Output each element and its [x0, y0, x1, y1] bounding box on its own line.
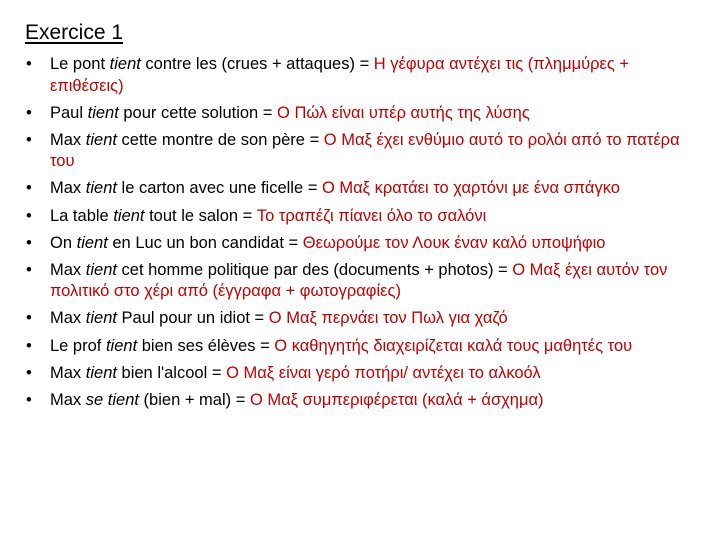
bullet-item [26, 390, 694, 412]
french-segment: Paul [50, 103, 88, 122]
french-phrase [50, 131, 305, 149]
bullet-icon: • [26, 309, 32, 328]
italic-verb: tient [85, 179, 117, 198]
italic-verb: tient [113, 206, 145, 225]
italic-verb: tient [85, 309, 117, 328]
equals-separator: = [255, 336, 275, 355]
french-segment: Max [50, 309, 86, 328]
bullet-icon: • [26, 55, 32, 73]
italic-verb: tient [85, 130, 117, 149]
bullet-icon: • [26, 363, 32, 382]
french-segment: tout le salon [144, 206, 239, 225]
bullet-item [26, 206, 694, 228]
french-phrase [50, 309, 250, 327]
bullet-icon: • [26, 390, 32, 409]
bullet-icon: • [26, 103, 32, 122]
french-segment: cet homme politique par des (documents + photos) [116, 260, 494, 279]
bullet-item [26, 336, 694, 358]
french-segment: La table [50, 206, 114, 225]
slide-title: Exercice 1 [25, 21, 124, 44]
french-phrase [50, 179, 303, 197]
greek-translation: Ο Μαξ έχει ενθύμιο αυτό το ρολόι από το πατέρα του [50, 130, 680, 171]
equals-separator: = [249, 309, 269, 328]
bullet-item [26, 260, 694, 303]
greek-translation: Ο Μαξ συμπεριφέρεται (καλά + άσχημα) [249, 390, 544, 409]
bullet-item [26, 363, 694, 385]
equals-separator: = [283, 233, 303, 252]
greek-translation: Ο Μαξ είναι γερό ποτήρι/ αντέχει το αλκοόλ [226, 363, 541, 382]
french-segment: bien ses élèves [137, 336, 256, 355]
french-phrase [50, 207, 238, 225]
equals-separator: = [258, 103, 278, 122]
italic-verb: tient [87, 103, 119, 122]
greek-translation: Ο Μαξ κρατάει το χαρτόνι με ένα σπάγκο [321, 179, 620, 198]
french-segment: contre les (crues + attaques) [140, 55, 355, 73]
bullet-item [26, 308, 694, 330]
bullet-icon: • [26, 206, 32, 225]
french-phrase [50, 261, 493, 279]
french-segment: Max [50, 130, 86, 149]
french-segment: cette montre de son père [116, 130, 305, 149]
french-segment: le carton avec une ficelle [116, 179, 304, 198]
equals-separator: = [493, 260, 513, 279]
french-phrase [50, 391, 231, 409]
equals-separator: = [354, 55, 374, 73]
bullet-item [26, 103, 694, 125]
equals-separator: = [303, 179, 322, 198]
equals-separator: = [207, 363, 227, 382]
italic-verb: tient [85, 260, 117, 279]
french-phrase [50, 364, 207, 382]
french-segment: pour cette solution [118, 103, 259, 122]
italic-verb: se tient [85, 390, 139, 409]
italic-verb: tient [105, 336, 138, 355]
bullet-list [26, 54, 694, 417]
bullet-item [26, 178, 694, 200]
french-phrase [50, 337, 255, 355]
bullet-item [26, 233, 694, 255]
bullet-icon: • [26, 336, 32, 355]
french-segment: Max [50, 260, 86, 279]
greek-translation: Η γέφυρα αντέχει τις (πλημμύρες + επιθέσεις) [50, 55, 630, 95]
equals-separator: = [238, 206, 257, 225]
italic-verb: tient [109, 55, 141, 73]
bullet-icon: • [26, 130, 32, 149]
greek-translation: Ο καθηγητής διαχειρίζεται καλά τους μαθητές του [274, 336, 633, 355]
french-segment: Paul pour un idiot [116, 309, 250, 328]
greek-translation: Το τραπέζι πίανει όλο το σαλόνι [256, 206, 487, 225]
french-segment: Le pont [50, 55, 110, 73]
french-segment: Le prof [50, 336, 106, 355]
bullet-icon: • [26, 179, 32, 198]
french-phrase [50, 104, 258, 122]
bullet-icon: • [26, 233, 32, 252]
french-segment: en Luc un bon candidat [107, 233, 284, 252]
equals-separator: = [231, 390, 250, 409]
french-segment: Max [50, 179, 86, 198]
bullet-item [26, 54, 694, 97]
greek-translation: Ο Μαξ έχει αυτόν τον πολιτικό στο χέρι από (έγγραφα + φωτογραφίες) [50, 260, 668, 301]
italic-verb: tient [85, 363, 117, 382]
french-segment: Max [50, 363, 86, 382]
italic-verb: tient [76, 233, 108, 252]
french-segment: bien l'alcool [116, 363, 208, 382]
greek-translation: Θεωρούμε τον Λουκ έναν καλό υποψήφιο [302, 233, 606, 252]
greek-translation: Ο Μαξ περνάει τον Πωλ για χαζό [268, 309, 508, 328]
french-segment: (bien + mal) [138, 390, 232, 409]
bullet-item [26, 130, 694, 173]
equals-separator: = [304, 130, 324, 149]
greek-translation: Ο Πώλ είναι υπέρ αυτής της λύσης [277, 103, 530, 122]
french-phrase [50, 55, 355, 73]
french-segment: On [50, 233, 77, 252]
french-segment: Max [50, 390, 86, 409]
bullet-icon: • [26, 260, 32, 279]
french-phrase [50, 234, 284, 252]
